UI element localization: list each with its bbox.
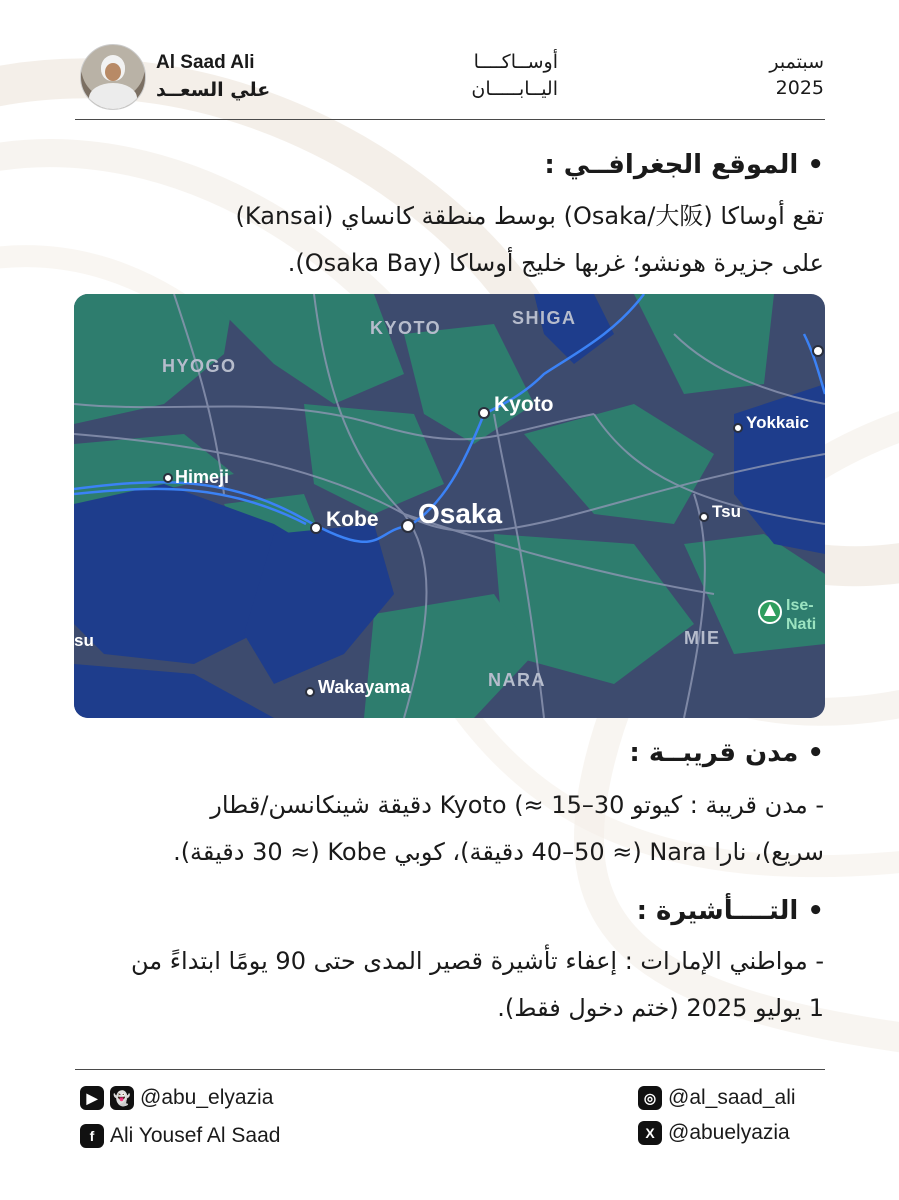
date-month: سبتمبر: [769, 51, 824, 73]
facebook-icon: f: [80, 1124, 104, 1148]
city-dot-kyoto: [479, 408, 489, 418]
city-dot-kobe: [311, 523, 321, 533]
visa-line-1: - مواطني الإمارات : إعفاء تأشيرة قصير المدى حتى 90 يومًا ابتداءً من: [131, 947, 824, 975]
region-label-shiga: SHIGA: [512, 308, 577, 328]
x-icon: X: [638, 1121, 662, 1145]
location-line-2: على جزيرة هونشو؛ غربها خليج أوساكا (Osaka Bay).: [287, 249, 824, 277]
footer-divider: [75, 1069, 825, 1070]
instagram-icon: ◎: [638, 1086, 662, 1110]
facebook-name: Ali Yousef Al Saad: [110, 1124, 281, 1147]
city-dot-edge: [813, 346, 823, 356]
social-facebook[interactable]: [80, 1124, 280, 1148]
city-label-kyoto: Kyoto: [494, 393, 554, 416]
city-label-osaka: Osaka: [418, 498, 503, 529]
city-dot-wakayama: [306, 688, 314, 696]
author-name-ar: علي السعــد: [156, 79, 271, 101]
city-dot-tsu: [700, 513, 708, 521]
region-label-nara: NARA: [488, 670, 546, 690]
osaka-region-map: [74, 294, 825, 718]
snapchat-icon: 👻: [110, 1086, 134, 1110]
city-label-edge: su: [74, 631, 94, 650]
city-title: أوســاكــــا: [473, 51, 558, 73]
city-dot-himeji: [164, 474, 172, 482]
park-label-2: Nati: [786, 616, 817, 633]
city-dot-osaka: [402, 520, 414, 532]
location-heading: • الموقع الجغرافــي :: [544, 150, 824, 180]
city-label-kobe: Kobe: [326, 508, 379, 531]
region-label-hyogo: HYOGO: [162, 356, 237, 376]
instagram-handle: @al_saad_ali: [668, 1086, 796, 1109]
social-x[interactable]: [638, 1121, 790, 1145]
visa-line-2: 1 يوليو 2025 (ختم دخول فقط).: [497, 994, 824, 1022]
region-label-kyoto: KYOTO: [370, 318, 442, 338]
region-label-mie: MIE: [684, 628, 721, 648]
header-divider: [75, 119, 825, 120]
author-avatar: [80, 44, 146, 110]
city-label-himeji: Himeji: [175, 467, 230, 487]
city-label-yokkaichi: Yokkaic: [746, 413, 810, 432]
author-name-en: Al Saad Ali: [156, 52, 255, 73]
park-label-1: Ise-: [786, 597, 814, 614]
nearby-heading: • مدن قريبــة :: [629, 738, 824, 768]
location-line-1: تقع أوساكا (Osaka/大阪) بوسط منطقة كانساي (Kansai): [235, 202, 824, 230]
city-label-wakayama: Wakayama: [318, 677, 411, 697]
social-instagram[interactable]: [638, 1086, 796, 1110]
nearby-line-1: - مدن قريبة : كيوتو Kyoto (≈ 15–30 دقيقة شينكانسن/قطار: [210, 791, 824, 819]
city-dot-yokkaichi: [734, 424, 742, 432]
country-title: اليــابـــــان: [471, 78, 558, 100]
city-label-tsu: Tsu: [712, 502, 741, 521]
x-handle: @abuelyazia: [668, 1121, 790, 1144]
nearby-line-2: سريع)، نارا Nara (≈ 40–50 دقيقة)، كوبي Kobe (≈ 30 دقيقة).: [173, 838, 824, 866]
youtube-snapchat-handle: @abu_elyazia: [140, 1086, 274, 1109]
date-year: 2025: [775, 77, 824, 99]
youtube-icon: ▶: [80, 1086, 104, 1110]
social-youtube-snapchat[interactable]: [80, 1086, 273, 1110]
visa-heading: • التــــأشيرة :: [636, 896, 824, 926]
